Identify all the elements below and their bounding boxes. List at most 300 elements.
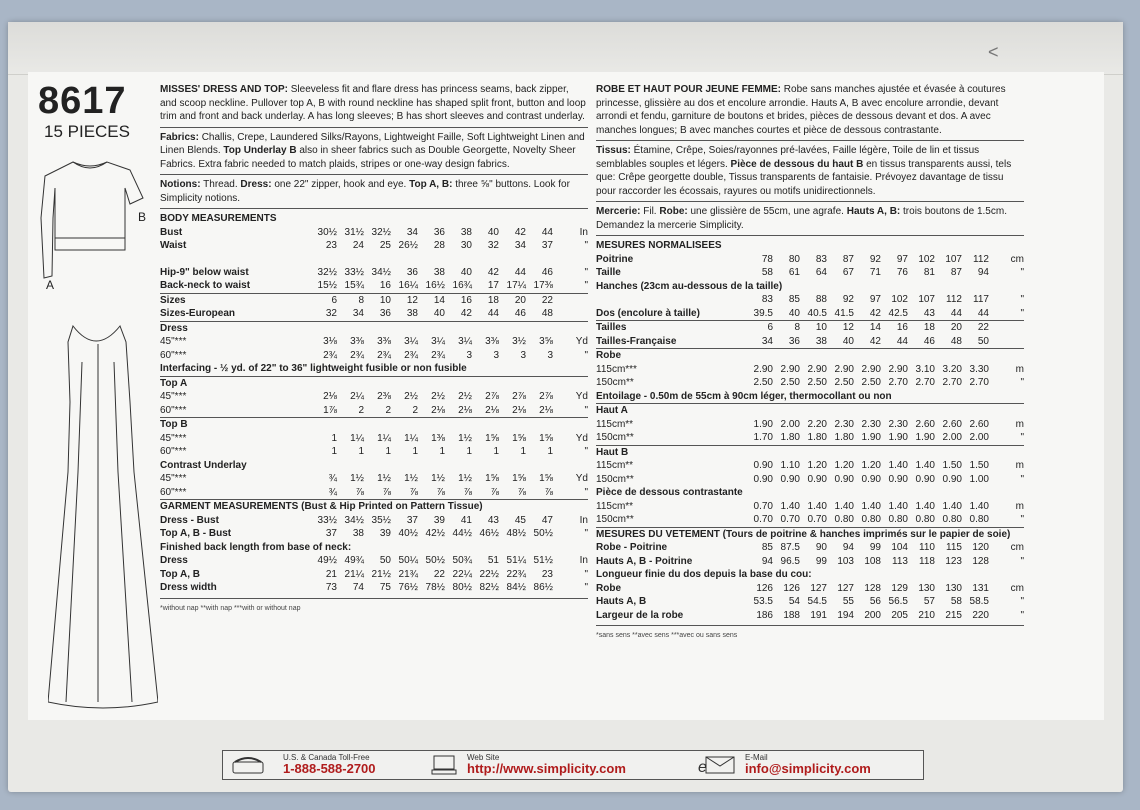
- table-cell: 188: [783, 609, 800, 621]
- fr-fabrics-title: Tissus:: [596, 145, 631, 156]
- table-cell: 96.5: [780, 555, 800, 567]
- table-cell: [854, 445, 881, 459]
- table-cell: 2⅞: [512, 391, 526, 403]
- table-cell: 112: [946, 294, 962, 305]
- fr-notions-title: Mercerie:: [596, 206, 641, 217]
- unit-cell: [553, 253, 588, 266]
- table-cell: [827, 445, 854, 459]
- envelope-flap: [8, 22, 1123, 75]
- table-cell: [526, 321, 553, 335]
- table-row: [596, 541, 1024, 555]
- table-cell: [854, 404, 881, 418]
- table-cell: [827, 349, 854, 363]
- unit-cell: ": [1020, 432, 1024, 443]
- table-cell: [418, 459, 445, 473]
- table-cell: 2½: [431, 391, 445, 403]
- en-notions-top: three ⅝" buttons. Look for Simplicity notions.: [160, 179, 570, 204]
- en-notions-dress-title: Dress:: [240, 179, 272, 190]
- unit-cell: ": [1020, 267, 1024, 278]
- table-row: [160, 486, 588, 500]
- table-cell: 39: [379, 528, 391, 540]
- table-cell: 1.90: [888, 432, 908, 443]
- table-cell: 37: [325, 528, 337, 540]
- table-cell: ¾: [328, 473, 337, 485]
- row-label: Haut B: [596, 445, 746, 459]
- table-row: [160, 266, 588, 280]
- row-label: Hauts A, B - Poitrine: [596, 555, 693, 567]
- table-cell: [800, 349, 827, 363]
- table-cell: [526, 418, 553, 432]
- table-cell: 2.50: [780, 377, 800, 388]
- table-cell: 1½: [458, 473, 472, 485]
- table-cell: 1: [493, 446, 499, 458]
- table-row: [160, 459, 588, 473]
- table-row: [160, 581, 588, 595]
- table-cell: 2¾: [350, 349, 364, 361]
- table-cell: [310, 253, 337, 266]
- table-cell: 1.40: [780, 500, 800, 512]
- table-cell: 58: [761, 267, 773, 278]
- table-row: [596, 376, 1024, 390]
- row-label: Top A, B - Bust: [160, 528, 232, 540]
- table-cell: [773, 349, 800, 363]
- table-cell: 55: [842, 596, 854, 607]
- table-cell: [364, 376, 391, 390]
- table-cell: 1.40: [888, 460, 908, 471]
- table-cell: 38: [815, 335, 827, 347]
- fr-footnote: *sans sens **avec sens ***avec ou sans sens: [596, 632, 738, 639]
- table-row: [160, 554, 588, 568]
- table-cell: ⅞: [436, 486, 445, 498]
- divider: [160, 208, 588, 209]
- table-row: [596, 513, 1024, 527]
- table-cell: [773, 445, 800, 459]
- table-cell: [337, 418, 364, 432]
- table-cell: 24: [352, 240, 364, 251]
- table-cell: [418, 321, 445, 335]
- unit-cell: ": [584, 582, 588, 594]
- table-cell: [773, 239, 800, 253]
- table-cell: [773, 486, 800, 500]
- table-cell: 85: [761, 542, 773, 553]
- divider: [596, 235, 1024, 236]
- table-cell: 50½: [425, 555, 445, 567]
- unit-cell: ": [1020, 609, 1024, 621]
- table-cell: 46: [923, 335, 935, 347]
- table-cell: 2.90: [834, 363, 854, 375]
- row-label: Bust: [160, 226, 183, 238]
- unit-cell: m: [1015, 500, 1024, 512]
- table-cell: 34: [352, 308, 364, 320]
- table-cell: 1: [547, 446, 553, 458]
- computer-icon: [431, 755, 457, 775]
- table-cell: 94: [761, 555, 773, 567]
- table-cell: 1½: [377, 473, 391, 485]
- table-cell: 40½: [398, 528, 418, 540]
- table-cell: 1: [331, 446, 337, 458]
- row-label: Haut A: [596, 404, 746, 418]
- table-cell: 78: [761, 253, 773, 265]
- table-cell: 38: [406, 308, 418, 320]
- table-row: [596, 486, 1024, 500]
- table-cell: 10: [364, 293, 391, 307]
- row-label: 115cm**: [596, 500, 634, 512]
- row-label: 115cm**: [596, 418, 634, 430]
- unit-cell: [553, 321, 588, 335]
- table-cell: 38: [352, 528, 364, 540]
- row-label: Back-neck to waist: [160, 280, 251, 292]
- table-cell: 3⅜: [485, 336, 499, 348]
- table-row: [596, 500, 1024, 514]
- table-cell: 102: [918, 253, 935, 265]
- table-cell: [935, 239, 962, 253]
- table-cell: [337, 459, 364, 473]
- unit-cell: ": [1020, 307, 1024, 319]
- table-cell: ⅞: [382, 486, 391, 498]
- unit-cell: In: [579, 226, 588, 238]
- table-cell: [499, 321, 526, 335]
- table-cell: 18: [908, 321, 935, 335]
- table-cell: 20: [935, 321, 962, 335]
- table-cell: 12: [391, 293, 418, 307]
- unit-cell: cm: [1010, 542, 1024, 553]
- table-cell: [827, 404, 854, 418]
- table-cell: 44: [514, 266, 526, 278]
- table-cell: 115: [946, 542, 962, 553]
- table-cell: 1⅝: [539, 432, 553, 444]
- table-cell: ⅞: [355, 486, 364, 498]
- table-cell: 22: [962, 321, 989, 335]
- table-cell: 220: [972, 609, 989, 621]
- table-cell: [445, 376, 472, 390]
- table-cell: 92: [842, 294, 854, 305]
- table-cell: 42: [869, 307, 881, 319]
- table-cell: 42: [514, 226, 526, 238]
- fr-fabrics: Étamine, Crêpe, Soies/rayonnes pré-lavées, Faille légère, Toile de lin et tissus semblables souples et légers.: [596, 145, 980, 170]
- table-cell: 82½: [479, 582, 499, 594]
- table-cell: 75: [379, 582, 391, 594]
- table-cell: 2.50: [753, 377, 773, 388]
- table-cell: [962, 486, 989, 500]
- table-cell: 74: [352, 582, 364, 594]
- row-label: Waist: [160, 240, 187, 251]
- row-label: MESURES DU VETEMENT (Tours de poitrine & hanches imprimés sur le papier de soie): [596, 527, 1024, 541]
- table-cell: [364, 321, 391, 335]
- table-cell: 16¼: [398, 280, 418, 292]
- table-cell: 1: [385, 446, 391, 458]
- divider: [596, 625, 1024, 626]
- table-cell: 17¼: [506, 280, 526, 292]
- table-cell: [391, 253, 418, 266]
- table-cell: [773, 404, 800, 418]
- table-cell: 61: [788, 267, 800, 278]
- table-cell: 53.5: [753, 596, 773, 607]
- row-label: 45"***: [160, 391, 187, 403]
- row-label: 45"***: [160, 336, 187, 348]
- table-cell: 128: [972, 555, 989, 567]
- table-cell: 22: [526, 293, 553, 307]
- table-cell: 51: [487, 555, 499, 567]
- row-label: Dos (encolure à taille): [596, 307, 700, 319]
- row-label: Top A: [160, 376, 310, 390]
- table-row: [160, 472, 588, 486]
- table-row: [160, 514, 588, 528]
- table-cell: 3.30: [969, 363, 989, 375]
- table-cell: 2.70: [942, 377, 962, 388]
- row-label: 150cm**: [596, 377, 634, 388]
- table-cell: 22¼: [452, 568, 472, 580]
- en-notions-top-title: Top A, B:: [409, 179, 453, 190]
- table-cell: [310, 376, 337, 390]
- table-cell: 39: [433, 514, 445, 526]
- table-cell: 130: [945, 582, 962, 594]
- en-fabrics: Challis, Crepe, Laundered Silks/Rayons, Lightweight Faille, Soft Lightweight Linen and Linen Blends.: [160, 131, 585, 156]
- table-row: [596, 349, 1024, 363]
- table-cell: 1⅝: [485, 473, 499, 485]
- table-cell: 28: [433, 240, 445, 251]
- unit-cell: [553, 418, 588, 432]
- table-cell: [391, 376, 418, 390]
- table-cell: 3: [493, 349, 499, 361]
- en-intro: Sleeveless fit and flare dress has princess seams, back zipper, and scoop neckline. Pullover top A, B with round neckline has shaped split front, button and loop trim and front and back underlay. A has long sleeves; B has short sleeves and contrast underlay.: [160, 84, 586, 122]
- table-cell: 2.90: [753, 363, 773, 375]
- table-cell: 2¾: [377, 349, 391, 361]
- table-cell: 42: [460, 308, 472, 320]
- table-cell: 3: [466, 349, 472, 361]
- table-cell: 97: [869, 294, 881, 305]
- table-row: [160, 404, 588, 418]
- table-cell: ⅞: [463, 486, 472, 498]
- table-cell: [418, 376, 445, 390]
- table-cell: 3½: [512, 336, 526, 348]
- table-cell: 38: [433, 266, 445, 278]
- table-cell: 3⅜: [350, 336, 364, 348]
- table-cell: [364, 459, 391, 473]
- phone-number[interactable]: 1-888-588-2700: [283, 761, 376, 776]
- table-cell: 2.50: [834, 377, 854, 388]
- table-cell: 1.90: [861, 432, 881, 443]
- table-cell: 54: [788, 596, 800, 607]
- table-cell: 14: [854, 321, 881, 335]
- table-cell: 32½: [317, 266, 337, 278]
- table-cell: 99: [869, 542, 881, 553]
- table-cell: 83: [761, 294, 773, 305]
- table-cell: [337, 253, 364, 266]
- table-cell: [746, 445, 773, 459]
- table-cell: 1.10: [780, 460, 800, 471]
- table-cell: 2.70: [888, 377, 908, 388]
- table-cell: 40: [487, 226, 499, 238]
- row-label: 150cm**: [596, 432, 634, 443]
- table-cell: 18: [472, 293, 499, 307]
- table-cell: [827, 486, 854, 500]
- email-icon: [698, 754, 738, 776]
- table-cell: 42: [487, 266, 499, 278]
- table-cell: [962, 445, 989, 459]
- table-cell: [908, 404, 935, 418]
- table-cell: 3⅜: [377, 336, 391, 348]
- table-cell: 1.40: [861, 500, 881, 512]
- table-cell: ⅞: [409, 486, 418, 498]
- table-cell: 50: [379, 555, 391, 567]
- table-cell: 118: [919, 555, 935, 567]
- table-cell: [881, 486, 908, 500]
- table-cell: 0.80: [888, 514, 908, 525]
- en-footnote: *without nap **with nap ***with or without nap: [160, 604, 301, 612]
- unit-cell: ": [1020, 514, 1024, 525]
- unit-cell: [989, 335, 1024, 349]
- table-cell: 22¾: [506, 568, 526, 580]
- table-cell: 41.5: [834, 307, 854, 319]
- pattern-number: 8617: [38, 80, 127, 122]
- table-cell: 48: [541, 308, 553, 320]
- french-column: [596, 83, 1024, 643]
- fr-intro-title: ROBE ET HAUT POUR JEUNE FEMME:: [596, 84, 782, 95]
- row-label: GARMENT MEASUREMENTS (Bust & Hip Printed on Pattern Tissue): [160, 500, 588, 514]
- table-cell: 1.20: [807, 460, 827, 471]
- table-cell: [391, 212, 418, 226]
- unit-cell: Yd: [575, 432, 588, 444]
- table-cell: 56: [869, 596, 881, 607]
- table-cell: [310, 418, 337, 432]
- table-cell: [526, 376, 553, 390]
- figure-label-b: B: [138, 210, 147, 224]
- table-cell: 1: [358, 446, 364, 458]
- table-cell: 22: [433, 568, 445, 580]
- table-cell: 36: [788, 335, 800, 347]
- table-row: [160, 293, 588, 307]
- table-cell: 48½: [506, 528, 526, 540]
- table-cell: 1.70: [753, 432, 773, 443]
- table-cell: 2.90: [780, 363, 800, 375]
- table-row: [596, 363, 1024, 377]
- table-cell: [854, 486, 881, 500]
- table-cell: 1⅝: [485, 432, 499, 444]
- table-row: [160, 253, 588, 266]
- table-cell: 37: [541, 240, 553, 251]
- table-cell: 17⅜: [533, 280, 553, 292]
- table-cell: 32: [487, 240, 499, 251]
- unit-cell: [553, 459, 588, 473]
- table-row: [596, 555, 1024, 569]
- table-cell: 56.5: [888, 596, 908, 607]
- table-cell: 2⅜: [377, 391, 391, 403]
- table-cell: 0.90: [753, 460, 773, 471]
- table-cell: [746, 349, 773, 363]
- unit-cell: ": [1020, 473, 1024, 485]
- table-row: [160, 212, 588, 226]
- table-cell: 47: [541, 514, 553, 526]
- table-cell: 50¼: [398, 555, 418, 567]
- fr-intro: Robe sans manches ajustée et évasée à coutures princesse, glissière au dos et encolure arrondie. Hauts A, B avec encolure arrondie, devant arrondi et fendu, garniture de boutons et brides, pièces de dessous devant et dos. A avec manches longues; B avec manches courtes et pièce de dessous contrastante.: [596, 84, 1006, 136]
- table-cell: [881, 239, 908, 253]
- table-row: [160, 390, 588, 404]
- email-link[interactable]: info@simplicity.com: [745, 761, 871, 776]
- phone-icon: [231, 756, 265, 774]
- table-row: [596, 609, 1024, 623]
- table-cell: 1¼: [404, 432, 418, 444]
- table-cell: 46½: [479, 528, 499, 540]
- row-label: Entoilage - 0.50m de 55cm à 90cm léger, thermocollant ou non: [596, 390, 892, 402]
- table-cell: [364, 253, 391, 266]
- unit-cell: [989, 321, 1024, 335]
- en-notions: Thread.: [203, 179, 238, 190]
- unit-cell: m: [1015, 363, 1024, 375]
- row-label: Interfacing - ½ yd. of 22" to 36" lightweight fusible or non fusible: [160, 363, 467, 375]
- row-label: 45"***: [160, 432, 187, 444]
- table-cell: 48: [950, 335, 962, 347]
- fr-notions-top-title: Hauts A, B:: [846, 206, 901, 217]
- table-cell: 3¼: [404, 336, 418, 348]
- en-fabrics-b-title: Top Underlay B: [223, 145, 297, 156]
- table-cell: 0.80: [915, 514, 935, 525]
- table-cell: 0.90: [888, 473, 908, 485]
- row-label: 115cm**: [596, 460, 634, 471]
- table-row: [160, 432, 588, 446]
- table-cell: 73: [325, 582, 337, 594]
- table-cell: [800, 404, 827, 418]
- table-cell: 107: [945, 253, 962, 265]
- web-link[interactable]: http://www.simplicity.com: [467, 761, 626, 776]
- table-cell: [445, 321, 472, 335]
- table-row: [160, 335, 588, 349]
- table-cell: 3: [520, 349, 526, 361]
- table-cell: [962, 404, 989, 418]
- table-cell: 36: [379, 308, 391, 320]
- table-cell: [472, 418, 499, 432]
- table-row: [160, 568, 588, 582]
- table-cell: 94: [842, 542, 854, 553]
- table-cell: 3⅝: [539, 336, 553, 348]
- table-cell: 110: [919, 542, 935, 553]
- table-cell: 104: [891, 542, 908, 553]
- row-label: 60"***: [160, 349, 187, 361]
- unit-cell: cm: [1010, 253, 1024, 265]
- table-cell: 86½: [533, 582, 553, 594]
- table-cell: 50½: [533, 528, 553, 540]
- table-cell: 87: [842, 253, 854, 265]
- table-cell: [445, 212, 472, 226]
- unit-cell: [989, 445, 1024, 459]
- table-row: [596, 459, 1024, 473]
- row-label: 60"***: [160, 446, 187, 458]
- table-cell: [881, 404, 908, 418]
- table-cell: 16: [881, 321, 908, 335]
- row-label: Hanches (23cm au-dessous de la taille): [596, 280, 783, 292]
- table-cell: 2: [358, 404, 364, 416]
- unit-cell: ": [1020, 377, 1024, 388]
- table-cell: 120: [972, 542, 989, 553]
- table-cell: 2.00: [969, 432, 989, 443]
- table-cell: [854, 349, 881, 363]
- table-cell: 2.00: [780, 418, 800, 430]
- table-cell: 51¼: [506, 555, 526, 567]
- table-cell: [526, 459, 553, 473]
- table-cell: 40: [433, 308, 445, 320]
- table-cell: 108: [864, 555, 881, 567]
- table-cell: 1½: [404, 473, 418, 485]
- table-cell: ¾: [328, 486, 337, 498]
- table-cell: 38: [460, 226, 472, 238]
- table-cell: [472, 376, 499, 390]
- table-cell: 1.40: [969, 500, 989, 512]
- table-cell: 1.50: [942, 460, 962, 471]
- table-cell: 22½: [479, 568, 499, 580]
- row-label: Sizes-European: [160, 308, 236, 320]
- table-cell: 1.00: [969, 473, 989, 485]
- table-row: [160, 418, 588, 432]
- table-cell: 34½: [371, 266, 391, 278]
